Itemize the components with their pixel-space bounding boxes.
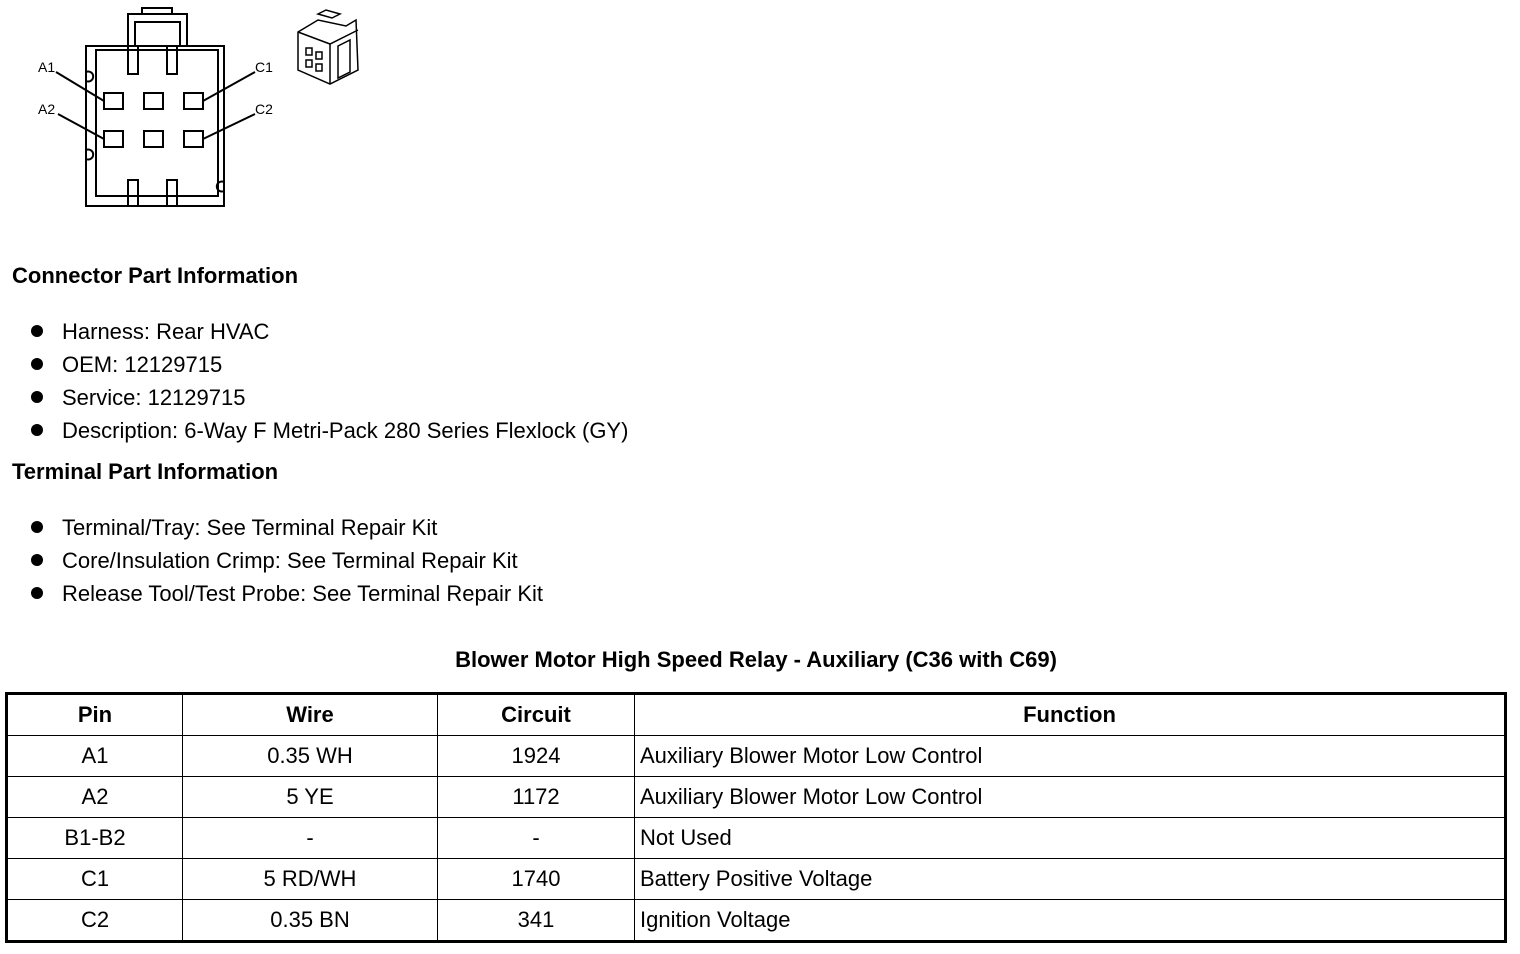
list-item <box>30 381 628 414</box>
cell-function: Auxiliary Blower Motor Low Control <box>635 777 1506 818</box>
connector-part-info-list <box>30 315 628 447</box>
bullet-icon <box>31 391 43 403</box>
bullet-icon <box>31 358 43 370</box>
list-item-text: OEM: 12129715 <box>62 352 223 377</box>
cell-pin: C1 <box>7 859 183 900</box>
bullet-icon <box>31 521 43 533</box>
table-title: Blower Motor High Speed Relay - Auxiliary (C36 with C69) <box>455 647 1057 672</box>
cell-circuit: 1924 <box>438 736 635 777</box>
cell-function: Not Used <box>635 818 1506 859</box>
list-item <box>30 511 543 544</box>
pin-label-a2: A2 <box>38 101 56 117</box>
cell-pin: C2 <box>7 900 183 942</box>
cell-wire: 0.35 BN <box>183 900 438 942</box>
header-function: Function <box>635 694 1506 736</box>
header-pin: Pin <box>7 694 183 736</box>
list-item <box>30 544 543 577</box>
table-row <box>7 818 1506 859</box>
list-item-text: Service: 12129715 <box>62 385 246 410</box>
header-wire: Wire <box>183 694 438 736</box>
cell-circuit: 1172 <box>438 777 635 818</box>
cell-circuit: 341 <box>438 900 635 942</box>
table-row <box>7 859 1506 900</box>
cell-circuit: 1740 <box>438 859 635 900</box>
table-header-row <box>7 694 1506 736</box>
terminal-part-info-list <box>30 511 543 610</box>
cell-wire: 0.35 WH <box>183 736 438 777</box>
list-item <box>30 414 628 447</box>
cell-wire: 5 YE <box>183 777 438 818</box>
table-row <box>7 900 1506 942</box>
list-item-text: Harness: Rear HVAC <box>62 319 270 344</box>
table-row <box>7 736 1506 777</box>
bullet-icon <box>31 554 43 566</box>
cell-function: Battery Positive Voltage <box>635 859 1506 900</box>
bullet-icon <box>31 424 43 436</box>
bullet-icon <box>31 587 43 599</box>
bullet-icon <box>31 325 43 337</box>
list-item-text: Terminal/Tray: See Terminal Repair Kit <box>62 515 438 540</box>
connector-face-diagram <box>0 0 400 220</box>
header-circuit: Circuit <box>438 694 635 736</box>
list-item <box>30 577 543 610</box>
list-item <box>30 315 628 348</box>
pin-label-c1: C1 <box>255 59 273 75</box>
table-row <box>7 777 1506 818</box>
pin-table <box>5 692 1507 943</box>
cell-wire: 5 RD/WH <box>183 859 438 900</box>
cell-circuit: - <box>438 818 635 859</box>
cell-function: Auxiliary Blower Motor Low Control <box>635 736 1506 777</box>
list-item-text: Core/Insulation Crimp: See Terminal Repair Kit <box>62 548 518 573</box>
list-item-text: Release Tool/Test Probe: See Terminal Repair Kit <box>62 581 543 606</box>
pin-label-c2: C2 <box>255 101 273 117</box>
connector-part-info-heading: Connector Part Information <box>12 263 299 288</box>
pin-label-a1: A1 <box>38 59 56 75</box>
cell-pin: A1 <box>7 736 183 777</box>
list-item <box>30 348 628 381</box>
connector-iso-icon <box>298 10 358 84</box>
cell-function: Ignition Voltage <box>635 900 1506 942</box>
cell-wire: - <box>183 818 438 859</box>
list-item-text: Description: 6-Way F Metri-Pack 280 Series Flexlock (GY) <box>62 418 629 443</box>
terminal-part-info-heading: Terminal Part Information <box>12 459 279 484</box>
cell-pin: A2 <box>7 777 183 818</box>
cell-pin: B1-B2 <box>7 818 183 859</box>
